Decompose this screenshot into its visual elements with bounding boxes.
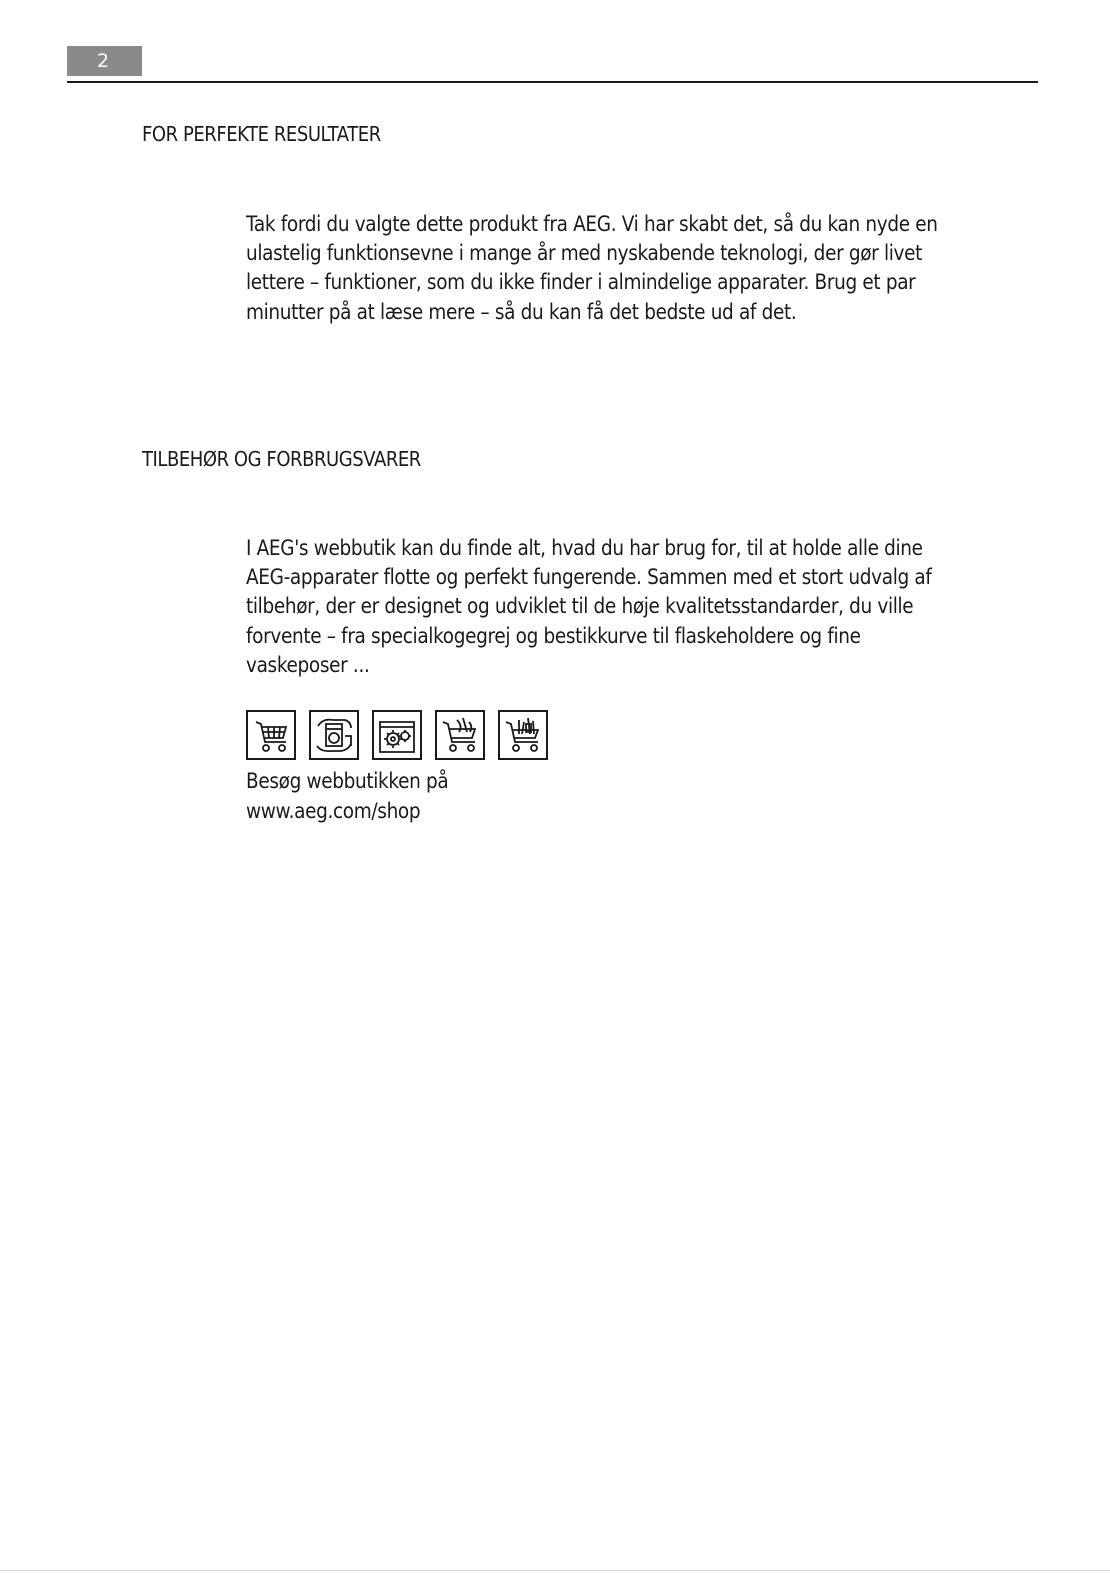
page-bottom-edge bbox=[0, 1570, 1110, 1571]
accessories-line: I AEG's webbutik kan du finde alt, hvad du har brug for, til at holde alle dine bbox=[246, 536, 923, 560]
page-number: 2 bbox=[67, 46, 142, 76]
shop-visit-text bbox=[246, 767, 448, 826]
shop-url-link[interactable]: www.aeg.com/shop bbox=[246, 798, 421, 823]
intro-line: Tak fordi du valgte dette produkt fra AEG. Vi har skabt det, så du kan nyde en bbox=[246, 212, 938, 236]
visit-label: Besøg webbutikken på bbox=[246, 769, 449, 793]
shopping-cart-icon bbox=[246, 710, 296, 760]
accessories-paragraph bbox=[246, 534, 950, 680]
accessories-line: forvente – fra specialkogegrej og bestikkurve til flaskeholdere og fine bbox=[246, 623, 861, 648]
gears-icon bbox=[372, 710, 422, 760]
accessories-line: tilbehør, der er designet og udviklet til de høje kvalitetsstandarder, du ville bbox=[246, 594, 914, 619]
section-heading-results: FOR PERFEKTE RESULTATER bbox=[142, 122, 381, 146]
accessories-line: AEG-apparater flotte og perfekt fungerende. Sammen med et stort udvalg af bbox=[246, 565, 932, 590]
shop-icons bbox=[246, 710, 548, 760]
cart-accessories-icon bbox=[435, 710, 485, 760]
cart-cleaning-icon bbox=[498, 710, 548, 760]
appliance-care-icon bbox=[309, 710, 359, 760]
accessories-line: vaskeposer ... bbox=[246, 652, 370, 677]
header-rule bbox=[67, 81, 1038, 83]
intro-line: lettere – funktioner, som du ikke finder i almindelige apparater. Brug et par bbox=[246, 270, 916, 295]
intro-line: ulastelig funktionsevne i mange år med nyskabende teknologi, der gør livet bbox=[246, 241, 923, 266]
intro-paragraph bbox=[246, 210, 950, 327]
intro-line: minutter på at læse mere – så du kan få det bedste ud af det. bbox=[246, 299, 797, 324]
section-heading-accessories: TILBEHØR OG FORBRUGSVARER bbox=[142, 447, 421, 471]
